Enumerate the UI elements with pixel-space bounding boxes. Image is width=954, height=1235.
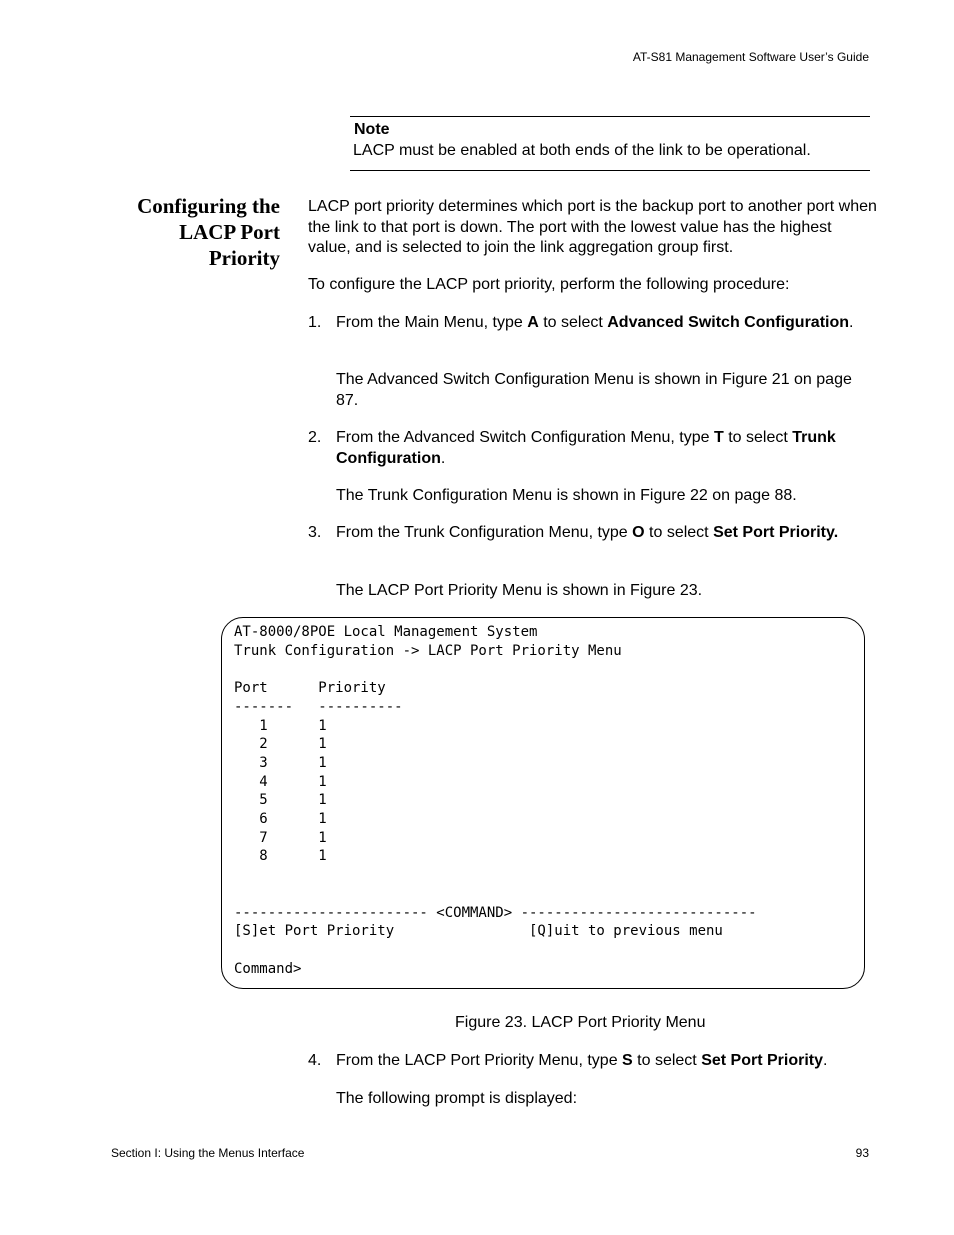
note-text: LACP must be enabled at both ends of the link to be operational. [353,142,811,159]
step-instruction: From the Advanced Switch Configuration Menu, type T to select Trunk Configuration. [336,429,836,467]
figure-caption: Figure 23. LACP Port Priority Menu [455,1014,706,1031]
step-key: S [622,1052,633,1069]
running-header: AT-S81 Management Software User’s Guide [632,50,869,64]
procedure-intro: To configure the LACP port priority, perform the following procedure: [308,276,790,293]
step-result: The Trunk Configuration Menu is shown in Figure 22 on page 88. [336,487,797,504]
section-heading-line: Priority [208,246,280,270]
step-instruction: From the LACP Port Priority Menu, type S to select Set Port Priority. [336,1052,828,1069]
step-result: The following prompt is displayed: [336,1090,578,1107]
step-target: Advanced Switch Configuration [607,314,850,331]
section-heading-line: LACP Port [179,220,280,244]
page-number: 93 [855,1146,869,1160]
section-heading [80,193,280,271]
step-key: A [527,314,539,331]
note-label: Note [354,121,390,138]
terminal-screen [221,617,865,989]
step-target: Trunk Configuration [336,429,836,467]
section-heading-line: Configuring the [137,194,280,218]
step-key: T [713,429,724,446]
footer-section: Section I: Using the Menus Interface [111,1146,305,1160]
step-result: The Advanced Switch Configuration Menu is shown in Figure 21 on page 87. [336,371,852,409]
step-number: 2. [308,429,322,446]
step-key: O [632,524,645,541]
step-target: Set Port Priority. [713,524,839,541]
intro-paragraph: LACP port priority determines which port is the backup port to another port when the link to that port is down. The port with the lowest value has the highest value, and is selected to join the link aggregation group first. [308,198,877,256]
note-box [350,116,870,171]
step-instruction: From the Main Menu, type A to select Advanced Switch Configuration. [336,314,854,331]
step-number: 3. [308,524,322,541]
terminal-text: AT-8000/8POE Local Management System Trunk Configuration -> LACP Port Priority Menu Port Priority ------- ---------- 1 1 2 1 3 1 4 1 5 1 6 1 7 1 8 1 ----------------------- <COMMAND> ---------------------------- [S]et Port Priority [Q]uit to previous menu Command> [234,624,757,977]
step-number: 1. [308,314,322,331]
step-result: The LACP Port Priority Menu is shown in Figure 23. [336,582,703,599]
step-number: 4. [308,1052,322,1069]
step-target: Set Port Priority [701,1052,823,1069]
step-instruction: From the Trunk Configuration Menu, type O to select Set Port Priority. [336,524,839,541]
